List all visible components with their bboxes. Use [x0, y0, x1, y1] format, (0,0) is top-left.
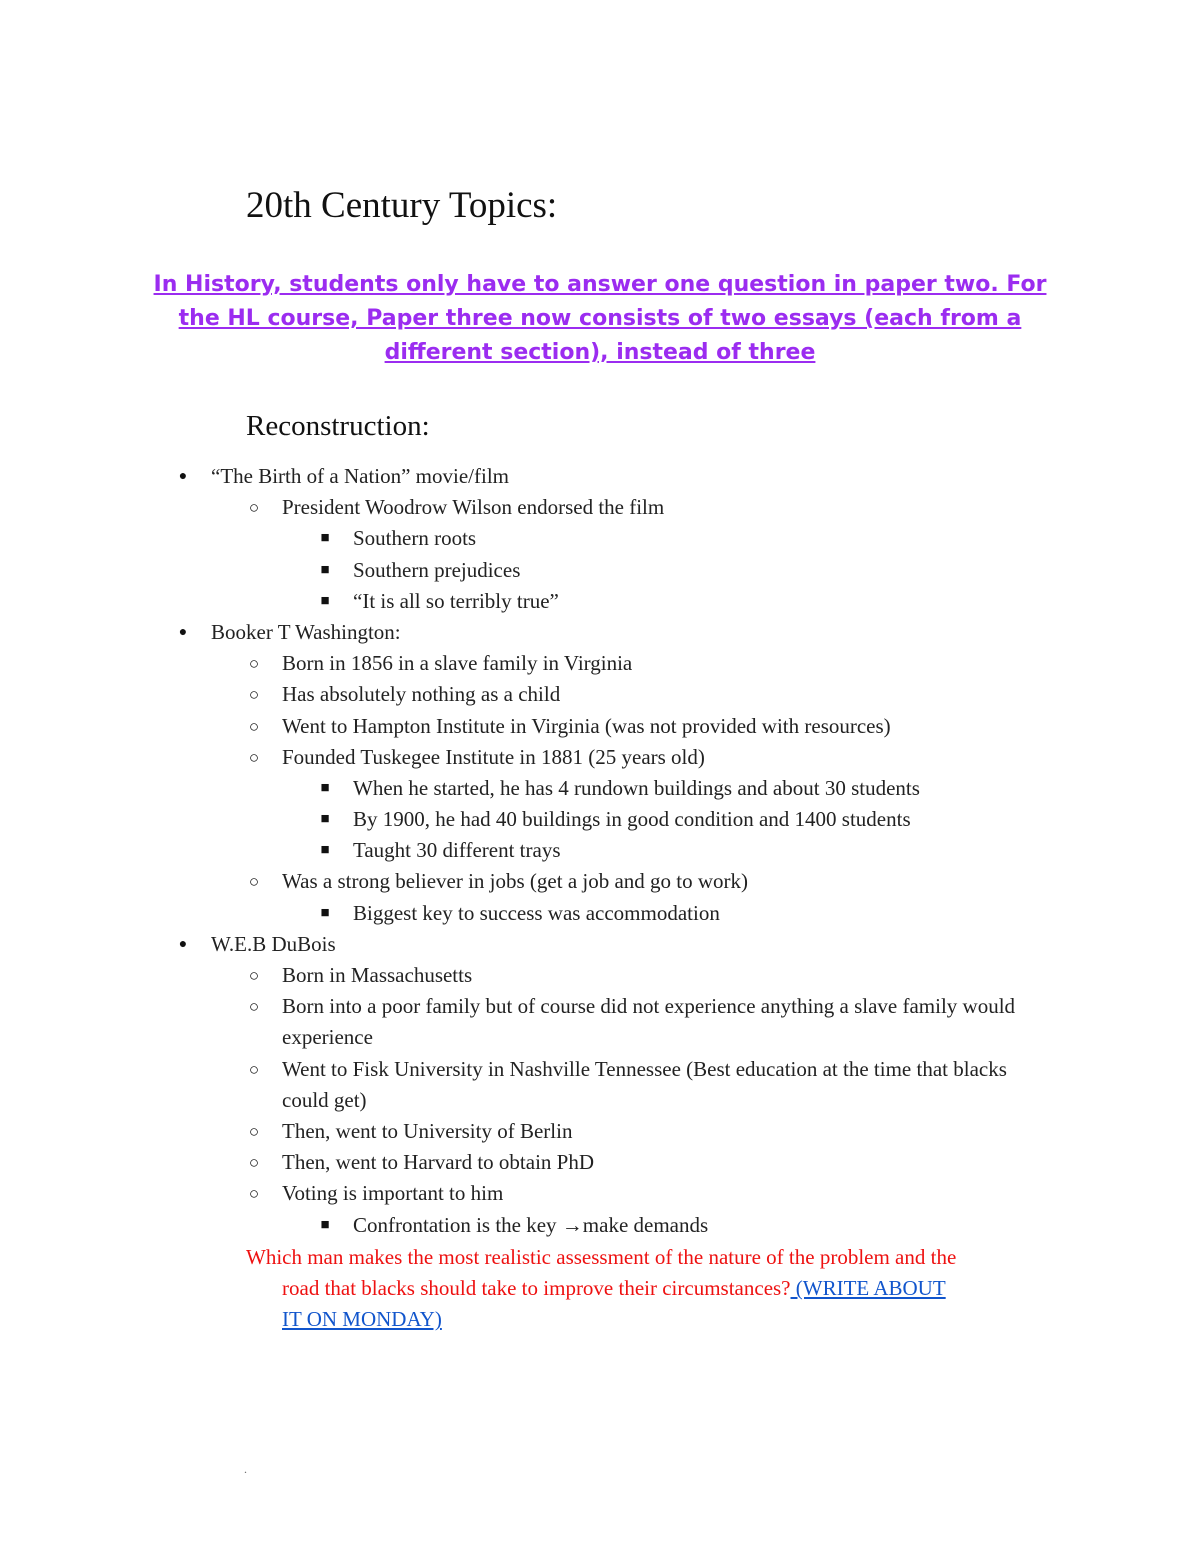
- closing-question: [246, 1242, 1052, 1336]
- outline-item-level2: [0, 1147, 1200, 1178]
- section-heading: Reconstruction:: [246, 410, 430, 442]
- outline-item-level2: [0, 648, 1200, 679]
- outline-item-level2: [0, 492, 1200, 523]
- outline-item-text: Voting is important to him: [282, 1181, 504, 1206]
- outline-item-level3: [0, 586, 1200, 617]
- outline-item-level2: [0, 1116, 1200, 1147]
- question-text-line2: road that blacks should take to improve their circumstances?: [282, 1276, 791, 1301]
- bullet-level3-icon: ■: [320, 811, 330, 828]
- outline-item-text: Went to Fisk University in Nashville Tennessee (Best education at the time that blacks could get): [282, 1056, 1007, 1112]
- bullet-level3-icon: ■: [320, 904, 330, 921]
- outline-item-level3: [0, 804, 1200, 835]
- outline-item-level2: [0, 1054, 1200, 1116]
- outline-item-level2: [0, 960, 1200, 991]
- question-line2-wrapper: [246, 1273, 1052, 1304]
- outline-item-text: Southern prejudices: [353, 557, 521, 582]
- outline-item-text: Founded Tuskegee Institute in 1881 (25 years old): [282, 744, 705, 769]
- outline-item-text: Born into a poor family but of course did not experience anything a slave family would experience: [282, 994, 1016, 1050]
- bullet-level1-icon: ●: [178, 624, 188, 640]
- outline-item-text: Then, went to University of Berlin: [282, 1118, 573, 1143]
- bullet-level2-icon: ○: [248, 1184, 260, 1204]
- outline-item-text: Went to Hampton Institute in Virginia (was not provided with resources): [282, 713, 891, 738]
- outline-item-level1: [0, 461, 1200, 492]
- bullet-level2-icon: ○: [248, 747, 260, 767]
- bullet-level3-icon: ■: [320, 561, 330, 578]
- outline-item-level2: [0, 991, 1200, 1053]
- assignment-note-link[interactable]: (WRITE ABOUT: [790, 1276, 946, 1301]
- outline-item-text: Born in Massachusetts: [282, 963, 473, 987]
- exam-notice: In History, students only have to answer one question in paper two. For the HL course, Paper three now consists of two essays (each from a different section), instead of three: [153, 272, 1047, 365]
- outline-item-text: When he started, he has 4 rundown buildings and about 30 students: [353, 775, 920, 800]
- bullet-level1-icon: ●: [178, 936, 188, 952]
- bullet-level3-icon: ■: [320, 530, 330, 547]
- outline-item-level2: [0, 742, 1200, 773]
- outline-item-text: Has absolutely nothing as a child: [282, 682, 561, 707]
- outline-item-text: Biggest key to success was accommodation: [353, 900, 720, 925]
- outline-list: [0, 461, 1200, 1241]
- bullet-level3-icon: ■: [320, 592, 330, 609]
- outline-item-text: Confrontation is the key →make demands: [353, 1212, 709, 1237]
- bullet-level2-icon: ○: [248, 685, 260, 705]
- outline-item-level2: [0, 866, 1200, 897]
- outline-item-text: Born in 1856 in a slave family in Virginia: [282, 651, 633, 676]
- outline-item-level3: [0, 1210, 1200, 1241]
- outline-item-level1: [0, 617, 1200, 648]
- bullet-level3-icon: ■: [320, 842, 330, 859]
- question-text-line1: Which man makes the most realistic assessment of the nature of the problem and the: [246, 1245, 957, 1269]
- outline-item-text: W.E.B DuBois: [211, 931, 336, 956]
- bullet-level2-icon: ○: [248, 1153, 260, 1173]
- outline-item-level3: [0, 523, 1200, 554]
- outline-item-text: Was a strong believer in jobs (get a job and go to work): [282, 869, 749, 894]
- outline-item-level1: [0, 929, 1200, 960]
- outline-item-level3: [0, 773, 1200, 804]
- bullet-level2-icon: ○: [248, 498, 260, 518]
- footer-mark: .: [244, 1462, 247, 1476]
- bullet-level2-icon: ○: [248, 1121, 260, 1141]
- outline-item-text: Taught 30 different trays: [353, 838, 561, 863]
- outline-item-text: Booker T Washington:: [211, 619, 401, 644]
- bullet-level1-icon: ●: [178, 469, 188, 484]
- outline-item-level2: [0, 711, 1200, 742]
- bullet-level2-icon: ○: [248, 1059, 260, 1079]
- page-title: 20th Century Topics:: [246, 185, 558, 226]
- assignment-note-link-continued[interactable]: IT ON MONDAY): [282, 1307, 442, 1332]
- bullet-level2-icon: ○: [248, 654, 260, 674]
- outline-item-text: Then, went to Harvard to obtain PhD: [282, 1150, 595, 1175]
- outline-item-level3: [0, 835, 1200, 866]
- bullet-level2-icon: ○: [248, 872, 260, 892]
- outline-item-text: President Woodrow Wilson endorsed the film: [282, 495, 665, 520]
- outline-item-text: “The Birth of a Nation” movie/film: [211, 464, 509, 488]
- outline-item-level2: [0, 1178, 1200, 1209]
- outline-item-level2: [0, 679, 1200, 710]
- question-line3-wrapper: [246, 1304, 1052, 1335]
- outline-item-level3: [0, 555, 1200, 586]
- bullet-level2-icon: ○: [248, 997, 260, 1017]
- bullet-level3-icon: ■: [320, 779, 330, 796]
- bullet-level2-icon: ○: [248, 716, 260, 736]
- outline-item-text: Southern roots: [353, 526, 477, 551]
- outline-item-text: “It is all so terribly true”: [353, 588, 559, 613]
- outline-item-text: By 1900, he had 40 buildings in good condition and 1400 students: [353, 807, 911, 832]
- outline-item-level3: [0, 898, 1200, 929]
- bullet-level3-icon: ■: [320, 1216, 330, 1233]
- bullet-level2-icon: ○: [248, 966, 260, 985]
